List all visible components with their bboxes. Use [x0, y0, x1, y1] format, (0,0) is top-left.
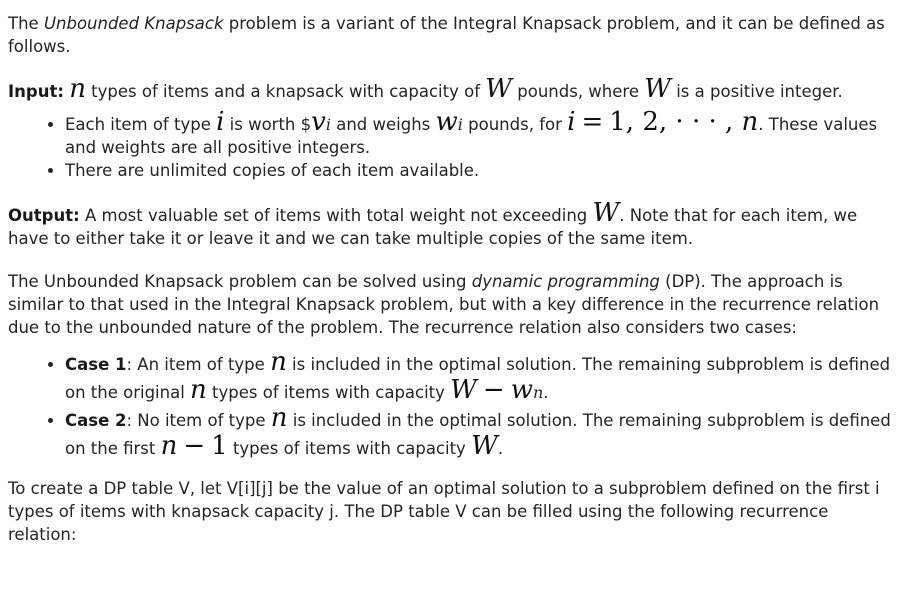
cases-list [8, 347, 898, 463]
case-1-item [65, 347, 898, 407]
math-sub-n: n [532, 383, 544, 402]
list-text: . These values and weights are all positive integers. [65, 115, 878, 157]
math-minus: − [482, 375, 505, 405]
math-n: n [160, 431, 178, 461]
math-w: w [435, 107, 458, 137]
dp-paragraph [8, 270, 898, 339]
math-n: n [69, 74, 86, 104]
list-text: is worth $ [224, 115, 312, 134]
input-label: Input: [8, 82, 64, 101]
dp-table-paragraph: To create a DP table V, let V[i][j] be the value of an optimal solution to a subproblem defined on the first i types of items with knapsack capacity j. The DP table V can be filled using the following recurrence relation: [8, 479, 880, 544]
math-i: i [567, 107, 576, 137]
intro-text-rest: problem is a variant of the Integral Knapsack problem, and it can be defined as follows. [8, 14, 885, 56]
math-W: W [485, 74, 513, 104]
input-text: pounds, where [517, 82, 645, 101]
case-2-label: Case 2 [65, 411, 127, 430]
math-n: n [270, 403, 288, 433]
input-paragraph [8, 74, 898, 104]
case-text: is included in the optimal solution. The remaining subproblem is defined on the original [65, 355, 891, 402]
case-text: . [543, 383, 549, 402]
output-text: . Note that for each item, we have to either take it or leave it and we can take multiple copies of the same item. [8, 206, 858, 248]
item-properties-list [8, 107, 898, 182]
intro-term: Unbounded Knapsack [43, 14, 224, 33]
list-item [65, 107, 898, 159]
math-minus: − [183, 431, 206, 461]
list-text: pounds, for [462, 115, 568, 134]
math-one: 1 [211, 431, 228, 461]
math-w: w [510, 375, 533, 405]
output-label: Output: [8, 206, 80, 225]
list-text: and weighs [330, 115, 436, 134]
case-text: is included in the optimal solution. The remaining subproblem is defined on the first [65, 411, 891, 458]
math-n: n [741, 107, 759, 137]
math-v: v [311, 107, 326, 137]
case-2-item [65, 403, 898, 463]
math-sub-i: i [457, 115, 463, 134]
case-text: . [497, 439, 504, 458]
math-W: W [644, 74, 671, 104]
case-text: types of items with capacity [206, 383, 451, 402]
dp-term: dynamic programming [471, 272, 660, 291]
math-index-list: 1, 2, · · · , [609, 107, 742, 137]
intro-text: The [8, 14, 44, 33]
math-n: n [270, 347, 287, 377]
intro-paragraph [8, 12, 898, 58]
dp-text: (DP). The approach is similar to that used in the Integral Knapsack problem, but with a key difference in the recurrence relation due to the unbounded nature of the problem. The recurrence relation also considers two cases: [8, 272, 880, 337]
list-item: • There are unlimited copies of each item available. [65, 159, 898, 182]
output-paragraph [8, 198, 898, 250]
output-text: A most valuable set of items with total weight not exceeding [79, 206, 593, 225]
math-W: W [592, 198, 620, 228]
case-text: : No item of type [126, 411, 271, 430]
math-sub-i: i [325, 115, 331, 134]
input-text: is a positive integer. [670, 82, 843, 101]
input-text: types of items and a knapsack with capacity of [85, 82, 486, 101]
math-W: W [471, 431, 498, 461]
case-text: types of items with capacity [227, 439, 472, 458]
math-W: W [450, 375, 477, 405]
dp-text: The Unbounded Knapsack problem can be solved using [8, 272, 472, 291]
math-equals: = [581, 107, 604, 137]
case-1-label: Case 1 [65, 355, 127, 374]
math-i: i [216, 107, 225, 137]
case-text: : An item of type [126, 355, 271, 374]
math-n: n [190, 375, 207, 405]
list-text: Each item of type [65, 115, 217, 134]
